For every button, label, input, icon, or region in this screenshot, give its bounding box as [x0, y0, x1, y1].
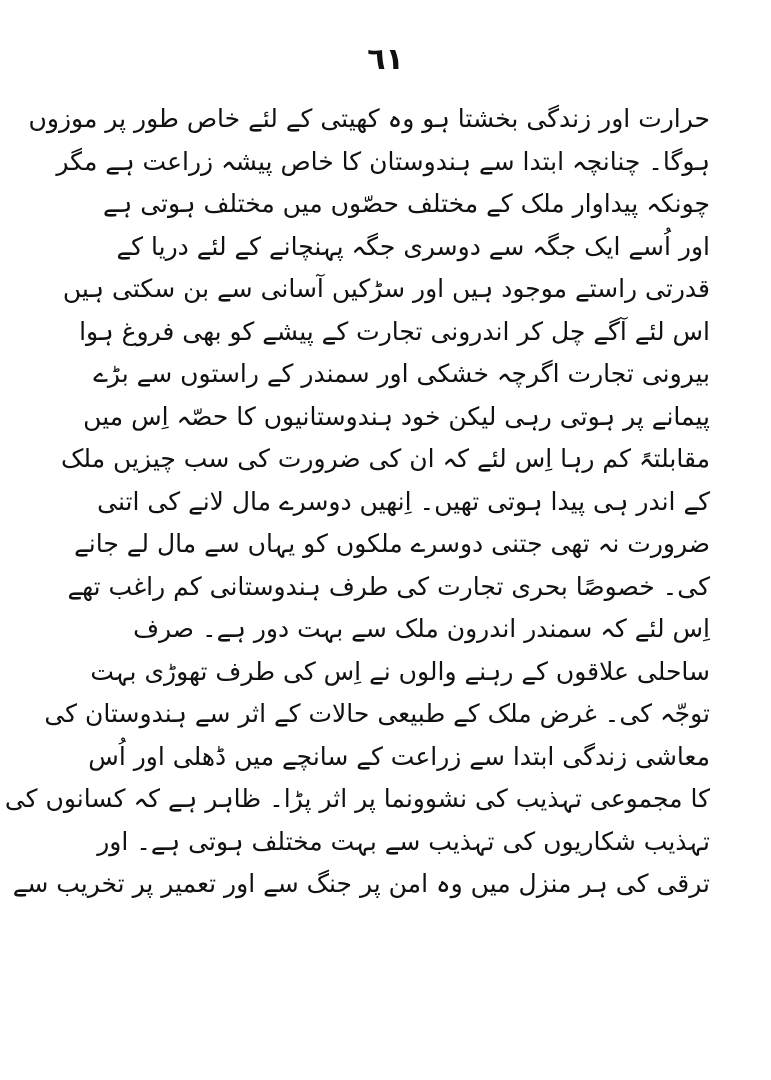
text-line: معاشی زندگی ابتدا سے زراعت کے سانچے میں ڈھلی اور اُس: [88, 741, 710, 771]
text-line: قدرتی راستے موجود ہیں اور سڑکیں آسانی سے بن سکتی ہیں: [62, 274, 710, 303]
text-line: ضرورت نہ تھی جتنی دوسرے ملکوں کو یہاں سے مال لے جانے: [74, 529, 710, 558]
text-line: ہوگا۔ چنانچہ ابتدا سے ہندوستان کا خاص پیشہ زراعت ہے مگر: [56, 146, 710, 176]
text-line: حرارت اور زندگی بخشتا ہو وہ کھیتی کے لئے خاص طور پر موزوں: [28, 104, 710, 133]
text-line: کی۔ خصوصًا بحری تجارت کی طرف ہندوستانی کم راغب تھے: [67, 571, 710, 601]
text-line: کے اندر ہی پیدا ہوتی تھیں۔ اِنھیں دوسرے مال لانے کی اتنی: [97, 486, 710, 516]
text-line: پیمانے پر ہوتی رہی لیکن خود ہندوستانیوں کا حصّہ اِس میں: [83, 401, 710, 431]
text-line: بیرونی تجارت اگرچہ خشکی اور سمندر کے راستوں سے بڑے: [93, 359, 710, 388]
text-line: اس لئے آگے چل کر اندرونی تجارت کے پیشے کو بھی فروغ ہوا: [79, 316, 710, 346]
body-text: [4, 98, 710, 906]
text-line: مقابلتہً کم رہا اِس لئے کہ ان کی ضرورت کی سب چیزیں ملک: [61, 444, 710, 473]
page-number: ٦١: [367, 42, 404, 77]
text-line: ترقی کی ہر منزل میں وہ امن پر جنگ سے اور تعمیر پر تخریب سے: [12, 869, 710, 898]
text-line: چونکہ پیداوار ملک کے مختلف حصّوں میں مختلف ہوتی ہے: [102, 189, 710, 218]
text-line: کا مجموعی تہذیب کی نشوونما پر اثر پڑا۔ ظاہر ہے کہ کسانوں کی: [4, 784, 710, 813]
text-line: توجّہ کی۔ غرض ملک کے طبیعی حالات کے اثر سے ہندوستان کی: [44, 699, 710, 728]
text-line: اِس لئے کہ سمندر اندرون ملک سے بہت دور ہے۔ صرف: [133, 614, 710, 643]
text-line: تہذیب شکاریوں کی تہذیب سے بہت مختلف ہوتی ہے۔ اور: [97, 826, 710, 856]
text-line: ساحلی علاقوں کے رہنے والوں نے اِس کی طرف تھوڑی بہت: [90, 656, 710, 686]
text-line: اور اُسے ایک جگہ سے دوسری جگہ پہنچانے کے لئے دریا کے: [116, 231, 710, 261]
